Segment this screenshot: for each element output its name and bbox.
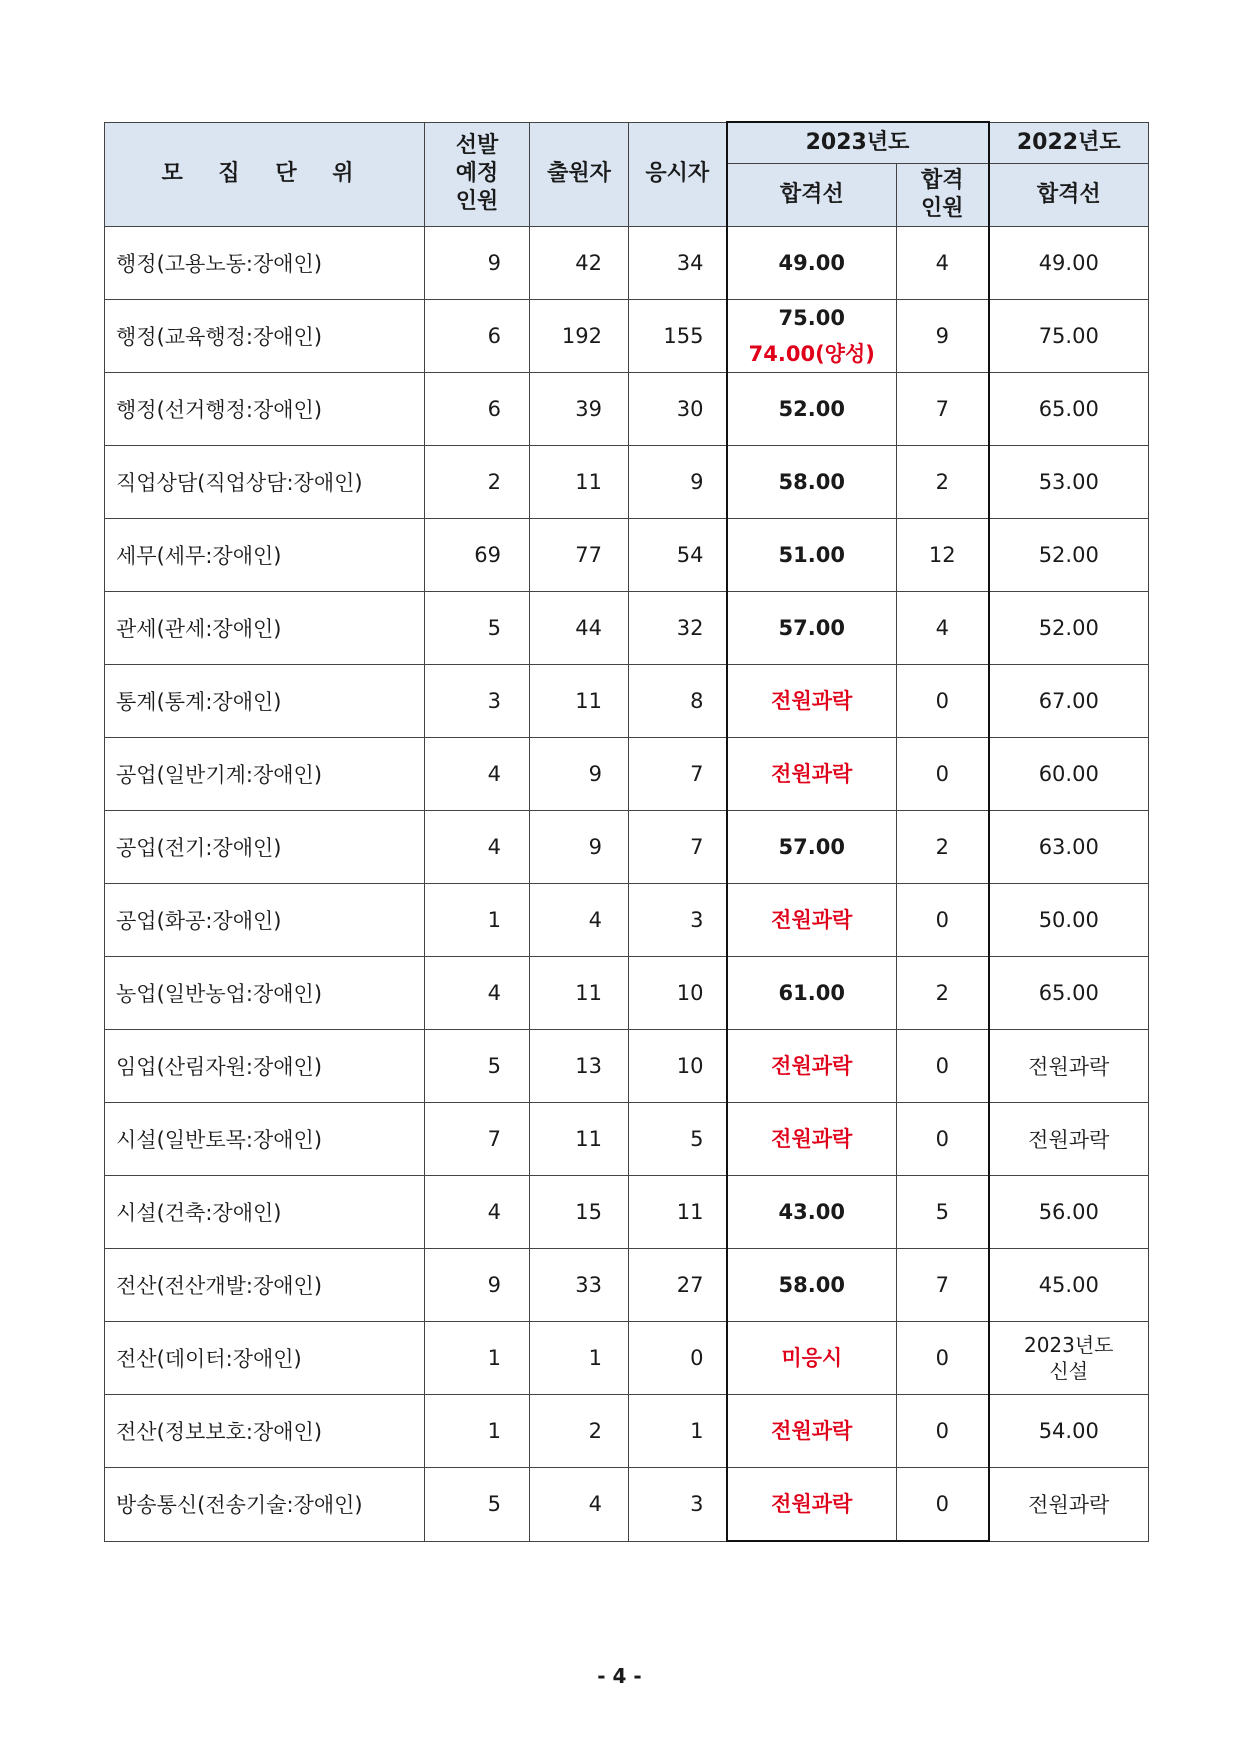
table-row xyxy=(105,1249,1149,1322)
recruit-unit-cell: 전산(정보보호:장애인) xyxy=(105,1395,425,1468)
cutoff-2023-cell xyxy=(727,738,897,811)
examinees-cell: 32 xyxy=(629,592,727,665)
selected-count-cell: 69 xyxy=(425,519,530,592)
cutoff-2023-cell xyxy=(727,1322,897,1395)
applicants-cell: 11 xyxy=(530,1103,629,1176)
cutoff-score-text: 49.00 xyxy=(778,251,845,275)
recruit-unit-cell: 관세(관세:장애인) xyxy=(105,592,425,665)
passed-count-cell: 4 xyxy=(897,592,989,665)
table-row xyxy=(105,373,1149,446)
examinees-cell: 7 xyxy=(629,811,727,884)
cutoff-2022-cell xyxy=(989,446,1149,519)
cutoff-2022-cell xyxy=(989,1468,1149,1542)
cutoff-flag-text: 전원과락 xyxy=(771,1492,853,1516)
cutoff-2022-text: 63.00 xyxy=(1038,835,1099,859)
recruit-unit-cell: 행정(선거행정:장애인) xyxy=(105,373,425,446)
cutoff-score-text: 58.00 xyxy=(778,1273,845,1297)
selected-count-cell: 3 xyxy=(425,665,530,738)
cutoff-2022-cell xyxy=(989,884,1149,957)
table-header xyxy=(105,122,1149,227)
cutoff-2023-cell xyxy=(727,1468,897,1542)
table-row xyxy=(105,1322,1149,1395)
recruit-unit-cell: 통계(통계:장애인) xyxy=(105,665,425,738)
examinees-cell: 5 xyxy=(629,1103,727,1176)
selected-count-cell: 9 xyxy=(425,1249,530,1322)
cutoff-score-text: 57.00 xyxy=(778,835,845,859)
cutoff-flag-text: 전원과락 xyxy=(771,908,853,932)
passed-count-cell: 0 xyxy=(897,1103,989,1176)
recruit-unit-cell: 세무(세무:장애인) xyxy=(105,519,425,592)
applicants-cell: 4 xyxy=(530,884,629,957)
cutoff-2023-cell xyxy=(727,1030,897,1103)
passed-count-cell: 12 xyxy=(897,519,989,592)
cutoff-2023-cell xyxy=(727,227,897,300)
applicants-cell: 2 xyxy=(530,1395,629,1468)
examinees-cell: 3 xyxy=(629,884,727,957)
applicants-cell: 1 xyxy=(530,1322,629,1395)
passed-count-cell: 9 xyxy=(897,300,989,373)
selected-count-cell: 7 xyxy=(425,1103,530,1176)
passed-count-cell: 7 xyxy=(897,1249,989,1322)
cutoff-2022-cell xyxy=(989,811,1149,884)
cutoff-2023-cell xyxy=(727,592,897,665)
passed-count-cell: 4 xyxy=(897,227,989,300)
selected-count-cell: 4 xyxy=(425,811,530,884)
table-row xyxy=(105,300,1149,373)
cutoff-2022-cell xyxy=(989,1395,1149,1468)
cutoff-2022-cell xyxy=(989,738,1149,811)
applicants-cell: 77 xyxy=(530,519,629,592)
table-row xyxy=(105,519,1149,592)
applicants-cell: 42 xyxy=(530,227,629,300)
selected-count-cell: 5 xyxy=(425,1030,530,1103)
cutoff-2022-cell xyxy=(989,592,1149,665)
selected-count-cell: 2 xyxy=(425,446,530,519)
header-passed: 합격 인원 xyxy=(897,164,989,227)
passed-count-cell: 2 xyxy=(897,957,989,1030)
cutoff-flag-text: 전원과락 xyxy=(771,689,853,713)
examinees-cell: 10 xyxy=(629,957,727,1030)
passed-count-cell: 5 xyxy=(897,1176,989,1249)
applicants-cell: 33 xyxy=(530,1249,629,1322)
recruit-unit-cell: 직업상담(직업상담:장애인) xyxy=(105,446,425,519)
cutoff-2023-cell xyxy=(727,957,897,1030)
cutoff-2022-text: 50.00 xyxy=(1038,908,1099,932)
cutoff-score-text: 61.00 xyxy=(778,981,845,1005)
cutoff-score-text: 75.00 xyxy=(778,306,845,330)
cutoff-2022-text: 전원과락 xyxy=(1028,1493,1110,1518)
selected-count-cell: 1 xyxy=(425,884,530,957)
header-year-2023: 2023년도 xyxy=(727,122,989,164)
cutoff-2023-cell xyxy=(727,519,897,592)
cutoff-2022-text: 전원과락 xyxy=(1028,1128,1110,1152)
cutoff-2023-cell xyxy=(727,1176,897,1249)
header-cutoff-2022: 합격선 xyxy=(989,164,1149,227)
passed-count-cell: 0 xyxy=(897,884,989,957)
cutoff-2023-cell xyxy=(727,300,897,373)
cutoff-score-text: 52.00 xyxy=(778,397,845,421)
cutoff-score-text: 58.00 xyxy=(778,470,845,494)
examinees-cell: 34 xyxy=(629,227,727,300)
selected-count-cell: 6 xyxy=(425,300,530,373)
recruit-unit-cell: 시설(건축:장애인) xyxy=(105,1176,425,1249)
table-row xyxy=(105,1030,1149,1103)
cutoff-flag-text: 74.00(양성) xyxy=(748,342,875,366)
applicants-cell: 11 xyxy=(530,446,629,519)
table-row xyxy=(105,1176,1149,1249)
selected-count-cell: 9 xyxy=(425,227,530,300)
table-row xyxy=(105,1395,1149,1468)
cutoff-2022-cell xyxy=(989,665,1149,738)
table-row xyxy=(105,227,1149,300)
cutoff-2022-text: 53.00 xyxy=(1038,470,1099,494)
examinees-cell: 30 xyxy=(629,373,727,446)
recruit-unit-cell: 행정(교육행정:장애인) xyxy=(105,300,425,373)
header-year-2022: 2022년도 xyxy=(989,122,1149,164)
cutoff-2022-text: 65.00 xyxy=(1038,981,1099,1005)
cutoff-2022-text: 56.00 xyxy=(1038,1200,1099,1224)
applicants-cell: 11 xyxy=(530,957,629,1030)
cutoff-2022-text: 65.00 xyxy=(1038,397,1099,421)
applicants-cell: 13 xyxy=(530,1030,629,1103)
applicants-cell: 9 xyxy=(530,738,629,811)
header-examinees: 응시자 xyxy=(629,122,727,227)
selected-count-cell: 6 xyxy=(425,373,530,446)
passed-count-cell: 0 xyxy=(897,1030,989,1103)
recruit-unit-cell: 전산(데이터:장애인) xyxy=(105,1322,425,1395)
selected-count-cell: 5 xyxy=(425,1468,530,1542)
applicants-cell: 39 xyxy=(530,373,629,446)
selected-count-cell: 1 xyxy=(425,1395,530,1468)
passed-count-cell: 0 xyxy=(897,1468,989,1542)
cutoff-2022-text: 60.00 xyxy=(1038,762,1099,786)
cutoff-2022-cell xyxy=(989,957,1149,1030)
applicants-cell: 4 xyxy=(530,1468,629,1542)
cutoff-score-text: 43.00 xyxy=(778,1200,845,1224)
passed-count-cell: 0 xyxy=(897,1322,989,1395)
cutoff-2022-cell xyxy=(989,1176,1149,1249)
cutoff-2022-text: 2023년도 신설 xyxy=(1023,1333,1114,1383)
recruit-unit-cell: 공업(일반기계:장애인) xyxy=(105,738,425,811)
cutoff-flag-text: 전원과락 xyxy=(771,762,853,786)
table-row xyxy=(105,957,1149,1030)
examinees-cell: 3 xyxy=(629,1468,727,1542)
table-row xyxy=(105,665,1149,738)
recruit-unit-cell: 임업(산림자원:장애인) xyxy=(105,1030,425,1103)
cutoff-2022-cell xyxy=(989,227,1149,300)
header-applicants: 출원자 xyxy=(530,122,629,227)
cutoff-2023-cell xyxy=(727,1395,897,1468)
examinees-cell: 1 xyxy=(629,1395,727,1468)
table-row xyxy=(105,884,1149,957)
cutoff-2023-cell xyxy=(727,446,897,519)
table-row xyxy=(105,1468,1149,1542)
selected-count-cell: 5 xyxy=(425,592,530,665)
applicants-cell: 9 xyxy=(530,811,629,884)
cutoff-2022-text: 전원과락 xyxy=(1028,1055,1110,1079)
passed-count-cell: 2 xyxy=(897,446,989,519)
cutoff-2023-cell xyxy=(727,665,897,738)
applicants-cell: 15 xyxy=(530,1176,629,1249)
cutoff-flag-text: 전원과락 xyxy=(771,1127,853,1151)
cutoff-2023-cell xyxy=(727,373,897,446)
table-row xyxy=(105,592,1149,665)
applicants-cell: 44 xyxy=(530,592,629,665)
selected-count-cell: 4 xyxy=(425,738,530,811)
results-table xyxy=(104,121,1149,1542)
examinees-cell: 0 xyxy=(629,1322,727,1395)
cutoff-2022-text: 52.00 xyxy=(1038,616,1099,640)
cutoff-2022-cell xyxy=(989,1030,1149,1103)
recruit-unit-cell: 전산(전산개발:장애인) xyxy=(105,1249,425,1322)
passed-count-cell: 0 xyxy=(897,665,989,738)
cutoff-2023-cell xyxy=(727,811,897,884)
table-body xyxy=(105,227,1149,1542)
cutoff-2022-text: 75.00 xyxy=(1038,324,1099,348)
cutoff-score-text: 51.00 xyxy=(778,543,845,567)
cutoff-2022-text: 54.00 xyxy=(1038,1419,1099,1443)
cutoff-2022-text: 67.00 xyxy=(1038,689,1099,713)
recruit-unit-cell: 시설(일반토목:장애인) xyxy=(105,1103,425,1176)
cutoff-2022-cell xyxy=(989,1322,1149,1395)
applicants-cell: 11 xyxy=(530,665,629,738)
examinees-cell: 7 xyxy=(629,738,727,811)
recruit-unit-cell: 방송통신(전송기술:장애인) xyxy=(105,1468,425,1542)
examinees-cell: 10 xyxy=(629,1030,727,1103)
selected-count-cell: 1 xyxy=(425,1322,530,1395)
cutoff-2023-cell xyxy=(727,1103,897,1176)
cutoff-2022-text: 49.00 xyxy=(1038,251,1099,275)
examinees-cell: 8 xyxy=(629,665,727,738)
table-row xyxy=(105,446,1149,519)
page-number: - 4 - xyxy=(597,1664,642,1688)
examinees-cell: 11 xyxy=(629,1176,727,1249)
cutoff-2023-cell xyxy=(727,884,897,957)
cutoff-flag-text: 전원과락 xyxy=(771,1054,853,1078)
cutoff-2022-cell xyxy=(989,1103,1149,1176)
examinees-cell: 27 xyxy=(629,1249,727,1322)
recruit-unit-cell: 농업(일반농업:장애인) xyxy=(105,957,425,1030)
examinees-cell: 9 xyxy=(629,446,727,519)
cutoff-2022-cell xyxy=(989,300,1149,373)
header-cutoff-2023: 합격선 xyxy=(727,164,897,227)
passed-count-cell: 2 xyxy=(897,811,989,884)
cutoff-2022-cell xyxy=(989,1249,1149,1322)
cutoff-2022-cell xyxy=(989,373,1149,446)
cutoff-2022-text: 45.00 xyxy=(1038,1273,1099,1297)
applicants-cell: 192 xyxy=(530,300,629,373)
recruit-unit-cell: 공업(화공:장애인) xyxy=(105,884,425,957)
passed-count-cell: 7 xyxy=(897,373,989,446)
cutoff-2022-text: 52.00 xyxy=(1038,543,1099,567)
header-unit: 모 집 단 위 xyxy=(105,122,425,227)
table-row xyxy=(105,1103,1149,1176)
selected-count-cell: 4 xyxy=(425,957,530,1030)
selected-count-cell: 4 xyxy=(425,1176,530,1249)
cutoff-flag-text: 미응시 xyxy=(781,1346,843,1370)
passed-count-cell: 0 xyxy=(897,738,989,811)
cutoff-flag-text: 전원과락 xyxy=(771,1419,853,1443)
cutoff-2023-cell xyxy=(727,1249,897,1322)
passed-count-cell: 0 xyxy=(897,1395,989,1468)
recruit-unit-cell: 행정(고용노동:장애인) xyxy=(105,227,425,300)
header-selected: 선발 예정 인원 xyxy=(425,122,530,227)
cutoff-2022-cell xyxy=(989,519,1149,592)
examinees-cell: 155 xyxy=(629,300,727,373)
cutoff-score-text: 57.00 xyxy=(778,616,845,640)
table-row xyxy=(105,811,1149,884)
table-row xyxy=(105,738,1149,811)
recruit-unit-cell: 공업(전기:장애인) xyxy=(105,811,425,884)
examinees-cell: 54 xyxy=(629,519,727,592)
